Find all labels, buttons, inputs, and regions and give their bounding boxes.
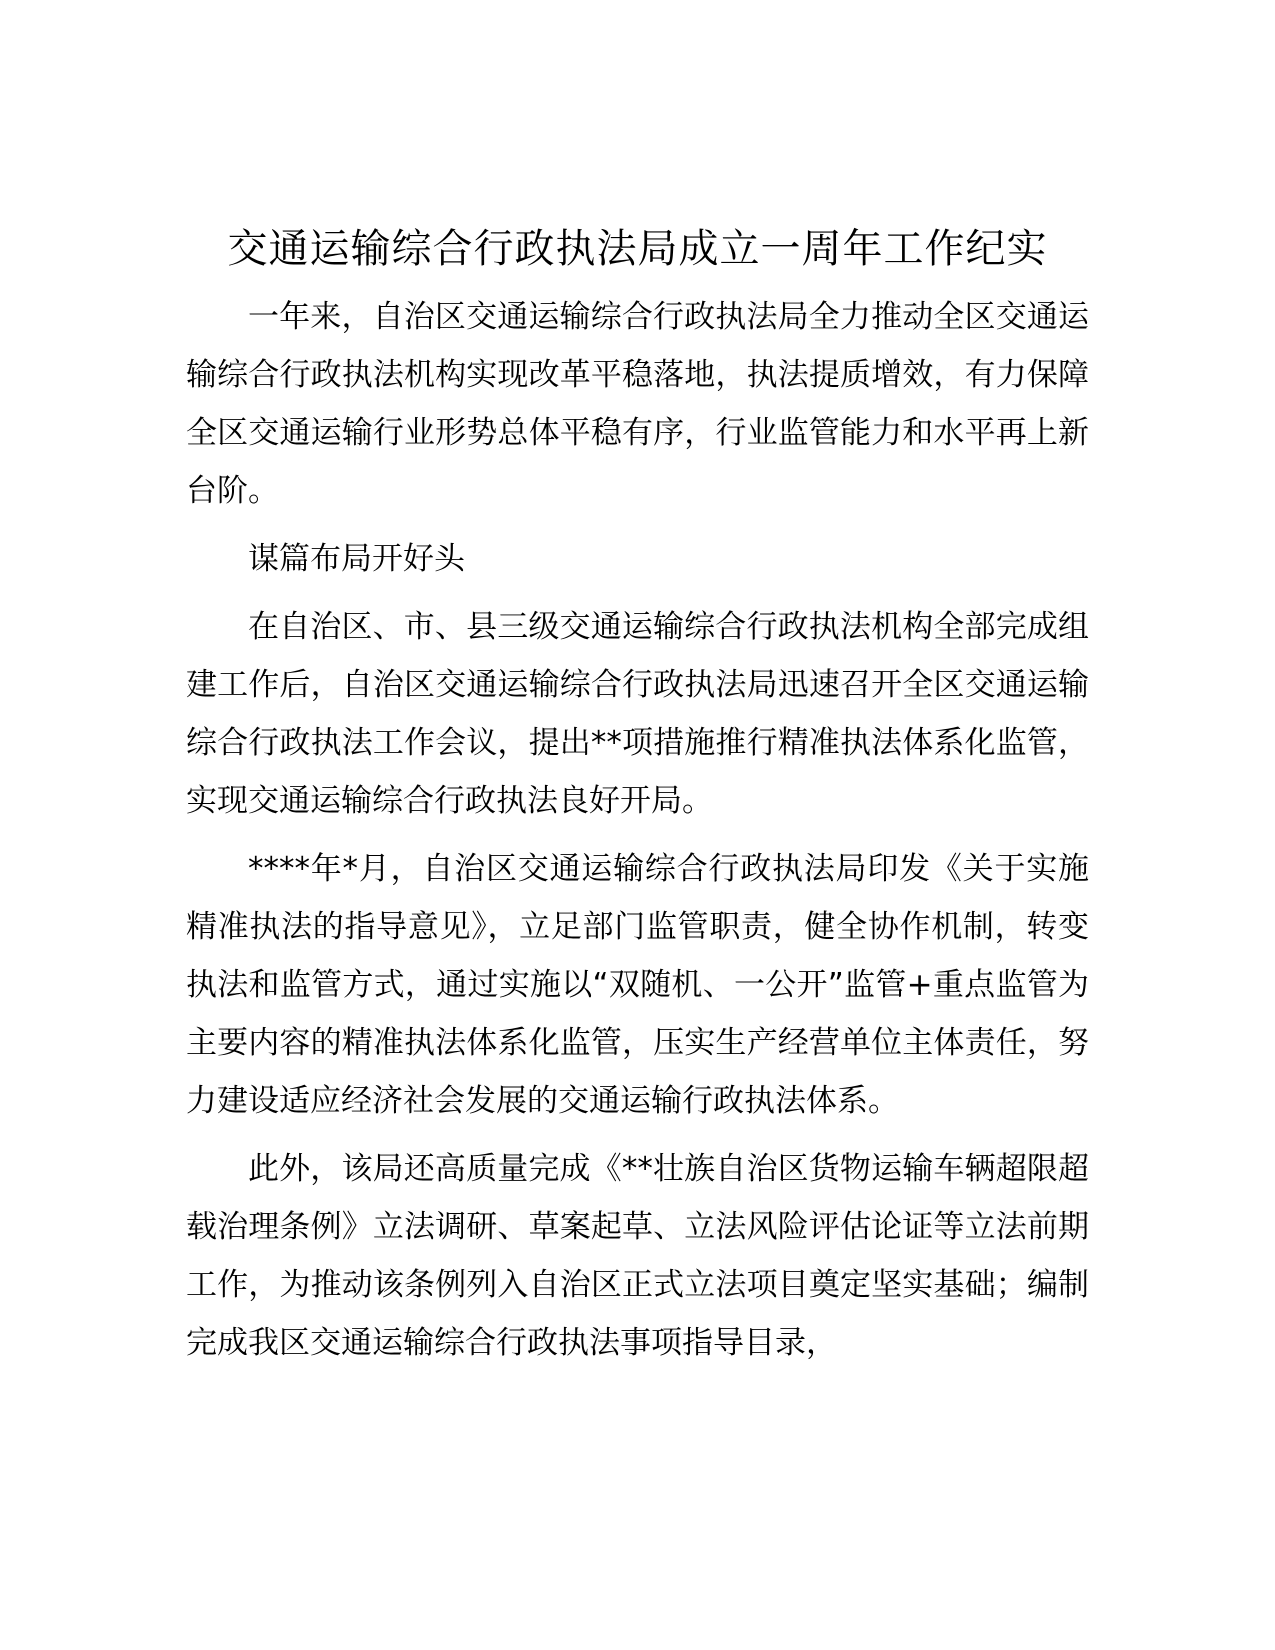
document-title: 交通运输综合行政执法局成立一周年工作纪实 <box>227 226 1048 272</box>
body-paragraph-2: ****年*月，自治区交通运输综合行政执法局印发《关于实施精准执法的指导意见》，立足部门监管职责，健全协作机制，转变执法和监管方式，通过实施以“双随机、一公开”监管+重点监管为主要内容的精准执法体系化监管，压实生产经营单位主体责任，努力建设适应经济社会发展的交通运输行政执法体系。 <box>186 851 1089 1119</box>
document-page <box>186 220 1089 1560</box>
intro-paragraph: 一年来，自治区交通运输综合行政执法局全力推动全区交通运输综合行政执法机构实现改革平稳落地，执法提质增效，有力保障全区交通运输行业形势总体平稳有序，行业监管能力和水平再上新台阶。 <box>186 299 1089 509</box>
section-heading: 谋篇布局开好头 <box>248 541 465 577</box>
body-paragraph-1: 在自治区、市、县三级交通运输综合行政执法机构全部完成组建工作后，自治区交通运输综合行政执法局迅速召开全区交通运输综合行政执法工作会议，提出**项措施推行精准执法体系化监管，实现交通运输综合行政执法良好开局。 <box>186 609 1089 819</box>
body-paragraph-3: 此外，该局还高质量完成《**壮族自治区货物运输车辆超限超载治理条例》立法调研、草案起草、立法风险评估论证等立法前期工作，为推动该条例列入自治区正式立法项目奠定坚实基础；编制完成我区交通运输综合行政执法事项指导目录， <box>186 1151 1089 1361</box>
